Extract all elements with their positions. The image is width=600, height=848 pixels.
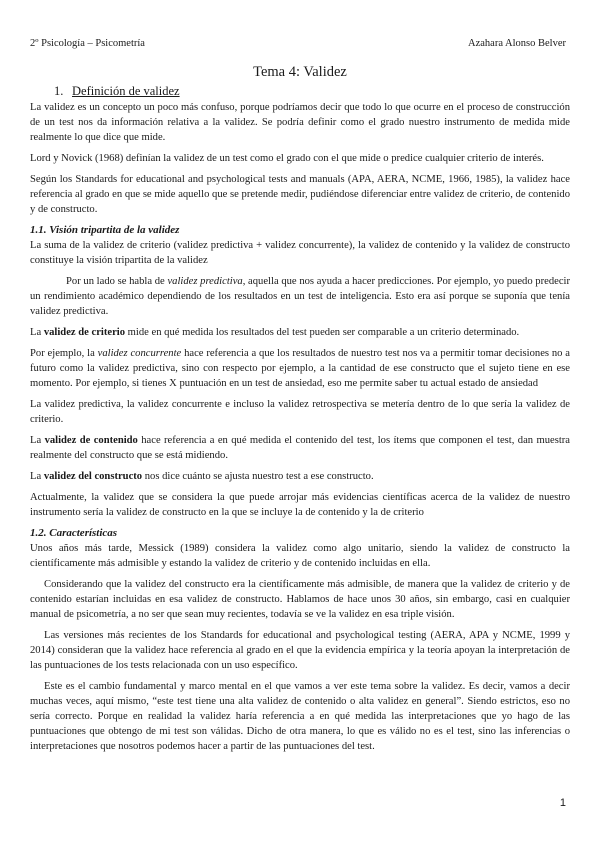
text-run: nos dice cuánto se ajusta nuestro test a ese constructo. (142, 471, 374, 482)
page-number: 1 (559, 797, 566, 809)
text-run: La (30, 435, 45, 446)
text-run: La (30, 471, 44, 482)
page-title: Tema 4: Validez (253, 64, 347, 80)
section-heading-text: Definición de validez (72, 84, 180, 98)
paragraph: Este es el cambio fundamental y marco mental en el que vamos a ver este tema sobre la validez. Es decir, vamos a decir muchas veces, aquí mismo, “este test tiene una alta validez de contenido o alta validez en general”. Siendo estrictos, eso no sería correcto. Porque en realidad la validez haría referencia a en qué medida las interpretaciones que yo hago de las puntuaciones que obtengo de mi test son válidas. Dicho de otra manera, lo que es válido no es el test, sino las inferencias o interpretaciones que nosotros podemos hacer a partir de las puntuaciones del test. (30, 681, 570, 752)
text-run: mide en qué medida los resultados del test pueden ser comparable a un criterio determinado. (125, 327, 520, 338)
paragraph: Unos años más tarde, Messick (1989) considera la validez como algo unitario, siendo la validez de constructo la científicamente más admisible y estando la validez de criterio y de contenido incluidas en ella. (30, 543, 570, 569)
text-run: Por ejemplo, la (30, 348, 98, 359)
paragraph (30, 469, 570, 484)
text-run: La (30, 327, 44, 338)
text-run: hace referencia a en qué medida el contenido del test, los ítems que componen el test, dan muestra realmente del constructo que se está midiendo. (30, 435, 571, 461)
paragraph (30, 274, 570, 319)
bold-term: validez del constructo (43, 471, 143, 482)
paragraph: Según los Standards for educational and psychological tests and manuals (APA, AERA, NCME, 1966, 1985), la validez hace referencia al grado en que se mide aquello que se pretende medir, pudiéndose diferenciar entre validez de criterio, de contenido y de constructo. (30, 174, 570, 215)
paragraph: La validez predictiva, la validez concurrente e incluso la validez retrospectiva se metería dentro de lo que sería la validez de criterio. (30, 399, 570, 425)
paragraph: Considerando que la validez del constructo era la científicamente más admisible, de manera que la validez de criterio y de contenido estarían incluidas en esa validez de constructo. Hablamos de hace unos 30 años, sin embargo, casi en cualquier manual de psicometría, a no ser que sean muy recientes, todavía se ve la validez en esa triple visión. (30, 579, 570, 620)
paragraph: La suma de la validez de criterio (validez predictiva + validez concurrente), la validez de contenido y la validez de constructo constituye la visión tripartita de la validez (30, 240, 570, 266)
paragraph: Las versiones más recientes de los Standards for educational and psychological testing (AERA, APA y NCME, 1999 y 2014) consideran que la validez hace referencia al grado en el que la evidencia empírica y la teoría apoyan la interpretación de las puntuaciones de los tests relacionada con un uso específico. (30, 630, 570, 671)
emphasis-term: validez predictiva (167, 276, 243, 287)
paragraph (30, 433, 570, 463)
emphasis-term: validez concurrente (97, 348, 182, 359)
paragraph (30, 325, 570, 340)
bold-term: validez de contenido (44, 435, 138, 446)
section-heading-definicion (30, 84, 570, 99)
section-number: 1. (54, 84, 64, 98)
text-run: , aquella que nos ayuda a hacer predicciones. Por ejemplo, yo puedo predecir un rendimiento académico dependiendo de los resultados en un test de inteligencia. Esto era así porque se suponía que tenía validez predictiva. (30, 276, 571, 317)
paragraph: La validez es un concepto un poco más confuso, porque podríamos decir que todo lo que ocurre en el proceso de construcción de un test nos da información relativa a la validez. Se podría definir como el grado nuestro instrumento de medida mide realmente lo que dice que mide. (30, 102, 570, 143)
header-course: 2º Psicología – Psicometría (30, 38, 145, 49)
document-body (30, 84, 570, 760)
header-author: Azahara Alonso Belver (468, 38, 566, 49)
bold-term: validez de criterio (43, 327, 126, 338)
text-run: hace referencia a que los resultados de nuestro test nos va a permitir tomar decisiones no a futuro como la validez predictiva, sino con respecto por ejemplo, a la cantidad de ese constructo que el sujeto tiene en ese momento. Por ejemplo, si tienes X puntuación en un test de ansiedad, eso me permite saber tu actual estado de ansiedad (30, 348, 570, 389)
paragraph (30, 346, 570, 391)
subsection-heading-caracteristicas: 1.2. Características (30, 527, 118, 539)
paragraph: Actualmente, la validez que se considera la que puede arrojar más evidencias científicas acerca de la validez de nuestro instrumento sería la validez de constructo en la que se incluye la de contenido y la de criterio (30, 492, 570, 518)
text-run: Por un lado se habla de (66, 276, 168, 287)
subsection-heading-vision-tripartita: 1.1. Visión tripartita de la validez (30, 224, 180, 236)
paragraph: Lord y Novick (1968) definían la validez de un test como el grado con el que mide o predice cualquier criterio de interés. (30, 153, 544, 164)
